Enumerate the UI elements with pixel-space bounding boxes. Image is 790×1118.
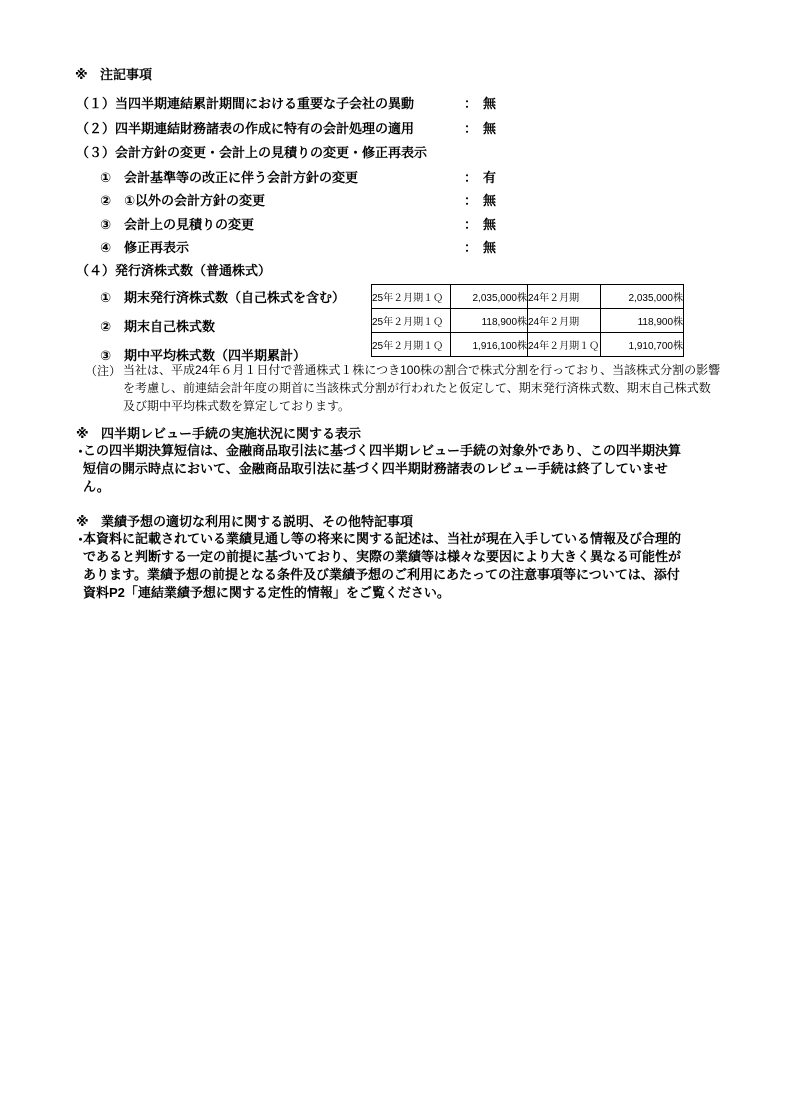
sub-item-1-value: 有 — [483, 170, 497, 185]
sub-item-4-num: ④ — [100, 240, 112, 255]
forecast-reference-mark: ※ — [76, 514, 89, 529]
share-row-1-num: ① — [100, 290, 112, 305]
value-cell: 1,916,100株 — [451, 333, 528, 357]
sub-item-3-label: 会計上の見積りの変更 — [124, 217, 255, 232]
review-line: ん。 — [83, 479, 110, 494]
footnote-text — [123, 361, 720, 415]
review-line: この四半期決算短信は、金融商品取引法に基づく四半期レビュー手続の対象外であり、この四半期決算 — [83, 443, 682, 458]
sub-item-3-colon: ： — [464, 217, 478, 232]
value-cell: 118,900株 — [451, 309, 528, 333]
forecast-line: 本資料に記載されている業績見通し等の将来に関する記述は、当社が現在入手している情報及び合理的 — [83, 531, 682, 546]
footnote-line: 当社は、平成24年６月１日付で普通株式１株につき100株の割合で株式分割を行っており、当該株式分割の影響 — [123, 363, 721, 377]
review-bullet: ・ — [74, 444, 88, 459]
review-reference-mark: ※ — [76, 426, 89, 441]
notes-section-title: 注記事項 — [100, 67, 153, 82]
forecast-line: あります。業績予想の前提となる条件及び業績予想のご利用にあたっての注意事項等については、添付 — [83, 567, 680, 582]
sub-item-2-value: 無 — [483, 193, 497, 208]
share-row-3-label: 期中平均株式数（四半期累計） — [124, 348, 307, 363]
period-cell: 25年２月期１Ｑ — [372, 285, 451, 309]
note-item-4-label: （４）発行済株式数（普通株式） — [76, 263, 272, 278]
period-cell: 24年２月期 — [528, 309, 601, 333]
sub-item-1-num: ① — [100, 170, 112, 185]
sub-item-1-label: 会計基準等の改正に伴う会計方針の変更 — [124, 170, 359, 185]
footnote-line: 及び期中平均株式数を算定しております。 — [123, 399, 351, 413]
value-cell: 2,035,000株 — [451, 285, 528, 309]
table-row — [372, 309, 684, 333]
share-row-2-num: ② — [100, 319, 112, 334]
note-item-2-label: （２）四半期連結財務諸表の作成に特有の会計処理の適用 — [76, 121, 415, 136]
notes-reference-mark: ※ — [75, 67, 88, 82]
note-item-2-value: 無 — [483, 121, 497, 136]
share-row-2-label: 期末自己株式数 — [124, 319, 216, 334]
period-cell: 24年２月期１Ｑ — [528, 333, 601, 357]
table-row — [372, 285, 684, 309]
note-item-1-label: （１）当四半期連結累計期間における重要な子会社の異動 — [76, 96, 415, 111]
forecast-line: であると判断する一定の前提に基づいており、実際の業績等は様々な要因により大きく異なる可能性が — [83, 549, 682, 564]
period-cell: 25年２月期１Ｑ — [372, 333, 451, 357]
forecast-section-title: 業績予想の適切な利用に関する説明、その他特記事項 — [101, 514, 414, 529]
sub-item-3-num: ③ — [100, 217, 112, 232]
period-cell: 24年２月期 — [528, 285, 601, 309]
sub-item-4-label: 修正再表示 — [124, 240, 190, 255]
sub-item-1-colon: ： — [464, 170, 478, 185]
sub-item-4-colon: ： — [464, 240, 478, 255]
sub-item-2-num: ② — [100, 193, 112, 208]
sub-item-3-value: 無 — [483, 217, 497, 232]
forecast-text — [83, 530, 681, 602]
note-item-1-colon: ： — [464, 96, 478, 111]
sub-item-4-value: 無 — [483, 240, 497, 255]
share-row-3-num: ③ — [100, 348, 112, 363]
share-count-table — [371, 284, 684, 357]
review-text — [83, 442, 681, 496]
period-cell: 25年２月期１Ｑ — [372, 309, 451, 333]
sub-item-2-colon: ： — [464, 193, 478, 208]
review-section-title: 四半期レビュー手続の実施状況に関する表示 — [101, 426, 362, 441]
sub-item-2-label: ①以外の会計方針の変更 — [124, 193, 266, 208]
forecast-bullet: ・ — [74, 532, 88, 547]
value-cell: 118,900株 — [601, 309, 684, 333]
note-item-2-colon: ： — [464, 121, 478, 136]
note-item-3-label: （３）会計方針の変更・会計上の見積りの変更・修正再表示 — [76, 145, 428, 160]
footnote-line: を考慮し、前連結会計年度の期首に当該株式分割が行われたと仮定して、期末発行済株式数、期末自己株式数 — [123, 381, 711, 395]
table-row — [372, 333, 684, 357]
value-cell: 1,910,700株 — [601, 333, 684, 357]
value-cell: 2,035,000株 — [601, 285, 684, 309]
forecast-line: 資料P2「連結業績予想に関する定性的情報」をご覧ください。 — [83, 585, 450, 600]
note-item-1-value: 無 — [483, 96, 497, 111]
review-line: 短信の開示時点において、金融商品取引法に基づく四半期財務諸表のレビュー手続は終了していませ — [83, 461, 668, 476]
footnote-marker: （注） — [85, 364, 122, 378]
share-row-1-label: 期末発行済株式数（自己株式を含む） — [124, 290, 346, 305]
